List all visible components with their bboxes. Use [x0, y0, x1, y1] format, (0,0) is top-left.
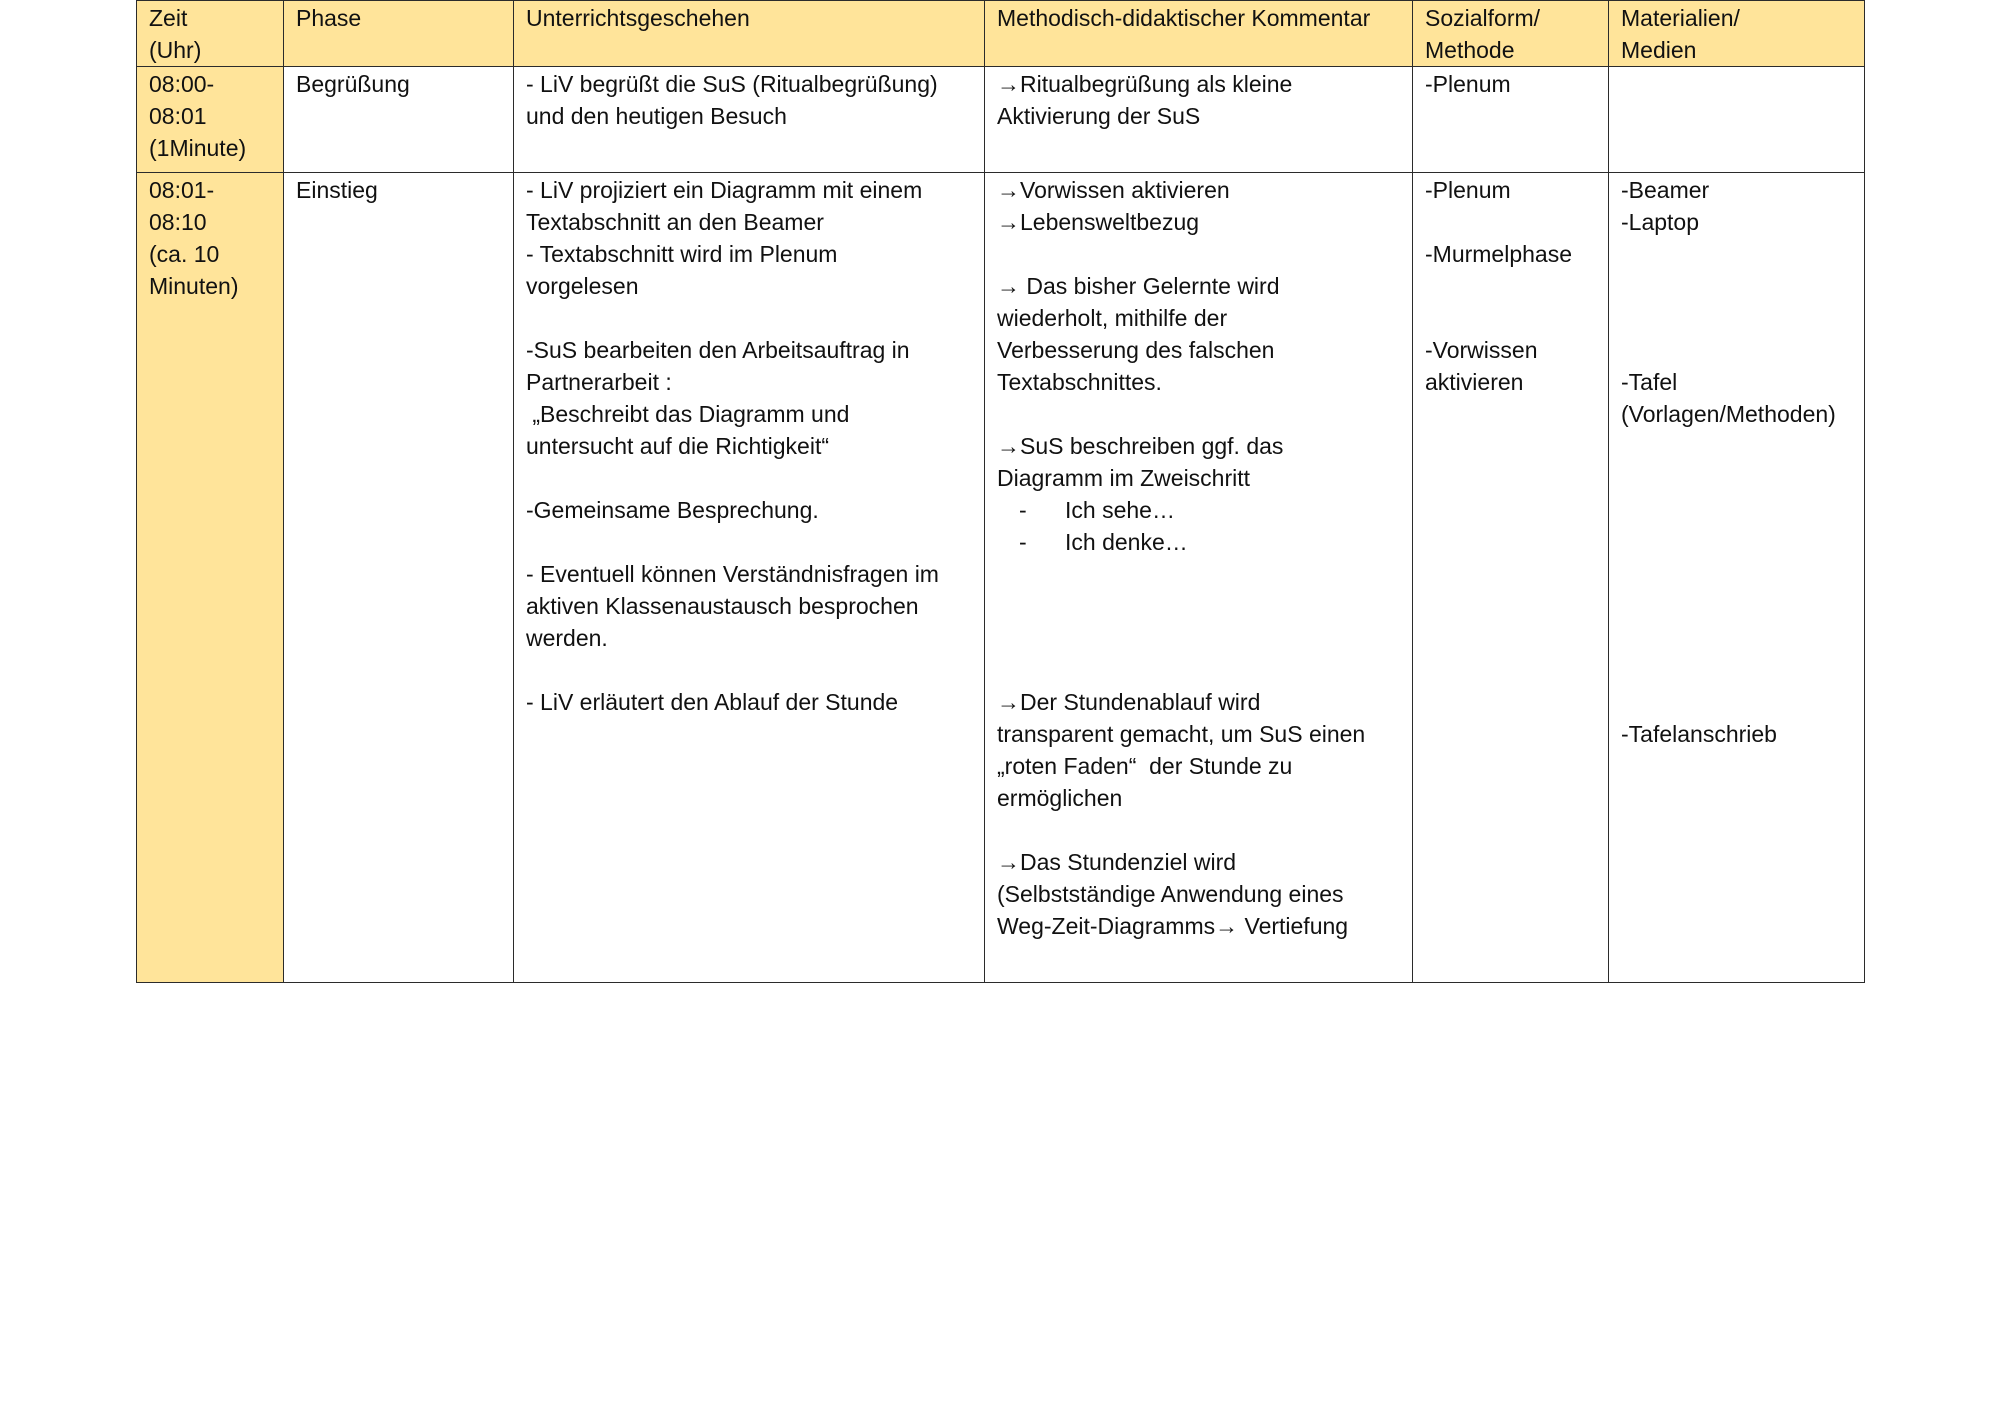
sozialform-cell: -Plenum	[1413, 67, 1609, 173]
header-materialien: Materialien/ Medien	[1609, 1, 1865, 67]
kommentar-cell: →Ritualbegrüßung als kleine Aktivierung der SuS	[985, 67, 1413, 173]
header-zeit: Zeit (Uhr)	[137, 1, 284, 67]
header-phase: Phase	[284, 1, 514, 67]
header-kommentar: Methodisch-didaktischer Kommentar	[985, 1, 1413, 67]
table-row	[137, 67, 1865, 173]
header-unterrichtsgeschehen: Unterrichtsgeschehen	[514, 1, 985, 67]
table-row	[137, 173, 1865, 983]
lesson-plan-table	[136, 0, 1865, 983]
time-cell: 08:00- 08:01 (1Minute)	[137, 67, 284, 173]
kommentar-cell: →Vorwissen aktivieren →Lebensweltbezug → Das bisher Gelernte wird wiederholt, mithilfe der Verbesserung des falschen Textabschnittes. →SuS beschreiben ggf. das Diagramm im Zweischritt - Ich sehe… - Ich denke… →Der Stundenablauf wird transparent gemacht, um SuS einen „roten Faden“ der Stunde zu ermöglichen →Das Stundenziel wird (Selbstständige Anwendung eines Weg-Zeit-Diagramms→ Vertiefung	[985, 173, 1413, 983]
unterricht-cell: - LiV begrüßt die SuS (Ritualbegrüßung) und den heutigen Besuch	[514, 67, 985, 173]
table-header-row	[137, 1, 1865, 67]
header-sozialform: Sozialform/ Methode	[1413, 1, 1609, 67]
unterricht-cell: - LiV projiziert ein Diagramm mit einem Textabschnitt an den Beamer - Textabschnitt wird im Plenum vorgelesen -SuS bearbeiten den Arbeitsauftrag in Partnerarbeit : „Beschreibt das Diagramm und untersucht auf die Richtigkeit“ -Gemeinsame Besprechung. - Eventuell können Verständnisfragen im aktiven Klassenaustausch besprochen werden. - LiV erläutert den Ablauf der Stunde	[514, 173, 985, 983]
materialien-cell	[1609, 67, 1865, 173]
phase-cell: Einstieg	[284, 173, 514, 983]
phase-cell: Begrüßung	[284, 67, 514, 173]
time-cell: 08:01- 08:10 (ca. 10 Minuten)	[137, 173, 284, 983]
materialien-cell: -Beamer -Laptop -Tafel (Vorlagen/Methoden) -Tafelanschrieb	[1609, 173, 1865, 983]
sozialform-cell: -Plenum -Murmelphase -Vorwissen aktivieren	[1413, 173, 1609, 983]
